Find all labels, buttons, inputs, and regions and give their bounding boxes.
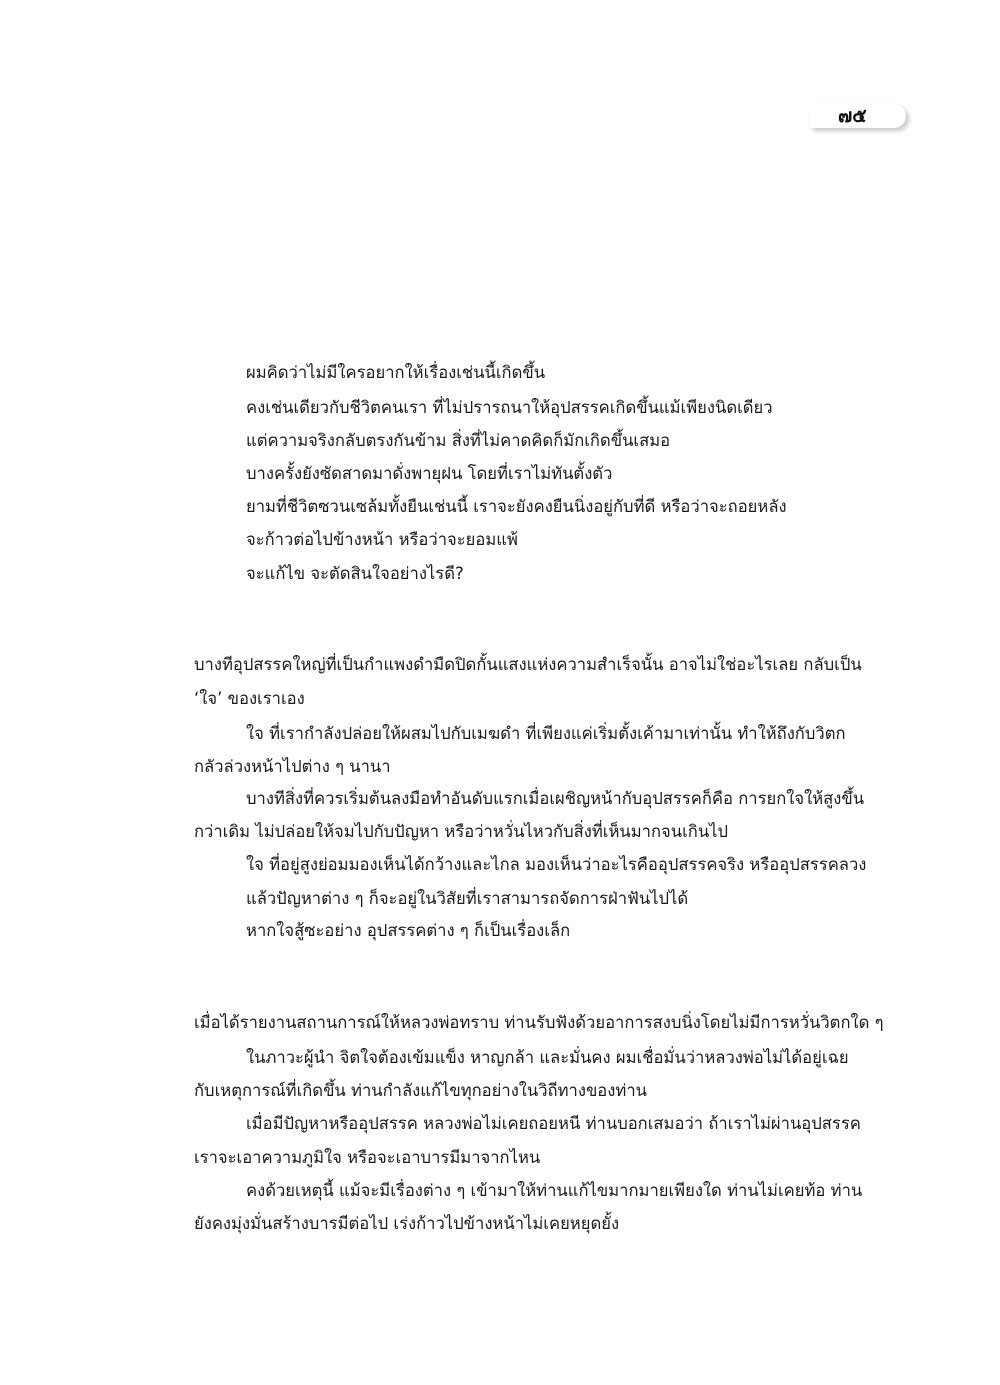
paragraph-line: บางทีสิ่งที่ควรเริ่มต้นลงมือทำอันดับแรกเมื่อเผชิญหน้ากับอุปสรรคก็คือ การยกใจให้สูงขึ้น: [246, 789, 865, 808]
paragraph-line: กว่าเดิม ไม่ปล่อยให้จมไปกับปัญหา หรือว่าหวั่นไหวกับสิ่งที่เห็นมากจนเกินไป: [194, 822, 729, 841]
verse-line: จะแก้ไข จะตัดสินใจอย่างไรดี?: [246, 564, 464, 583]
paragraph-line: บางทีอุปสรรคใหญ่ที่เป็นกำแพงดำมืดปิดกั้นแสงแห่งความสำเร็จนั้น อาจไม่ใช่อะไรเลย กลับเป็น: [194, 655, 862, 674]
verse-line: แต่ความจริงกลับตรงกันข้าม สิ่งที่ไม่คาดคิดก็มักเกิดขึ้นเสมอ: [246, 431, 671, 450]
paragraph-line: แล้วปัญหาต่าง ๆ ก็จะอยู่ในวิสัยที่เราสามารถจัดการฝ่าฟันไปได้: [246, 889, 689, 908]
paragraph-line: เราจะเอาความภูมิใจ หรือจะเอาบารมีมาจากไหน: [194, 1148, 541, 1167]
paragraph-line: ในภาวะผู้นำ จิตใจต้องเข้มแข็ง หาญกล้า และมั่นคง ผมเชื่อมั่นว่าหลวงพ่อไม่ได้อยู่เฉย: [246, 1048, 849, 1067]
paragraph-line: เมื่อมีปัญหาหรืออุปสรรค หลวงพ่อไม่เคยถอยหนี ท่านบอกเสมอว่า ถ้าเราไม่ผ่านอุปสรรค: [246, 1114, 861, 1133]
paragraph-line: หากใจสู้ซะอย่าง อุปสรรคต่าง ๆ ก็เป็นเรื่องเล็ก: [246, 921, 571, 940]
verse-line: ยามที่ชีวิตซวนเซล้มทั้งยืนเช่นนี้ เราจะยังคงยืนนิ่งอยู่กับที่ดี หรือว่าจะถอยหลัง: [246, 497, 787, 516]
paragraph-line: กับเหตุการณ์ที่เกิดขึ้น ท่านกำลังแก้ไขทุกอย่างในวิถีทางของท่าน: [194, 1081, 647, 1100]
verse-line: จะก้าวต่อไปข้างหน้า หรือว่าจะยอมแพ้: [246, 530, 518, 549]
paragraph-line: คงด้วยเหตุนี้ แม้จะมีเรื่องต่าง ๆ เข้ามาให้ท่านแก้ไขมากมายเพียงใด ท่านไม่เคยท้อ ท่าน: [246, 1181, 863, 1200]
page-number: ๗๕: [838, 105, 867, 127]
verse-line: ผมคิดว่าไม่มีใครอยากให้เรื่องเช่นนี้เกิดขึ้น: [246, 363, 546, 382]
paragraph-line: เมื่อได้รายงานสถานการณ์ให้หลวงพ่อทราบ ท่านรับฟังด้วยอาการสงบนิ่งโดยไม่มีการหวั่นวิตกใด ๆ: [194, 1013, 884, 1032]
paragraph-line: ใจ ที่อยู่สูงย่อมมองเห็นได้กว้างและไกล มองเห็นว่าอะไรคืออุปสรรคจริง หรืออุปสรรคลวง: [246, 855, 867, 874]
paragraph-line: ‘ใจ’ ของเราเอง: [194, 689, 305, 708]
paragraph-line: ยังคงมุ่งมั่นสร้างบารมีต่อไป เร่งก้าวไปข้างหน้าไม่เคยหยุดยั้ง: [194, 1214, 620, 1233]
verse-line: คงเช่นเดียวกับชีวิตคนเรา ที่ไม่ปรารถนาให้อุปสรรคเกิดขึ้นแม้เพียงนิดเดียว: [246, 398, 773, 417]
paragraph-line: ใจ ที่เรากำลังปล่อยให้ผสมไปกับเมฆดำ ที่เพียงแค่เริ่มตั้งเค้ามาเท่านั้น ทำให้ถึงกับวิตก: [246, 724, 846, 743]
verse-line: บางครั้งยังซัดสาดมาดั่งพายุฝน โดยที่เราไม่ทันตั้งตัว: [246, 464, 613, 483]
paragraph-line: กลัวล่วงหน้าไปต่าง ๆ นานา: [194, 757, 391, 776]
